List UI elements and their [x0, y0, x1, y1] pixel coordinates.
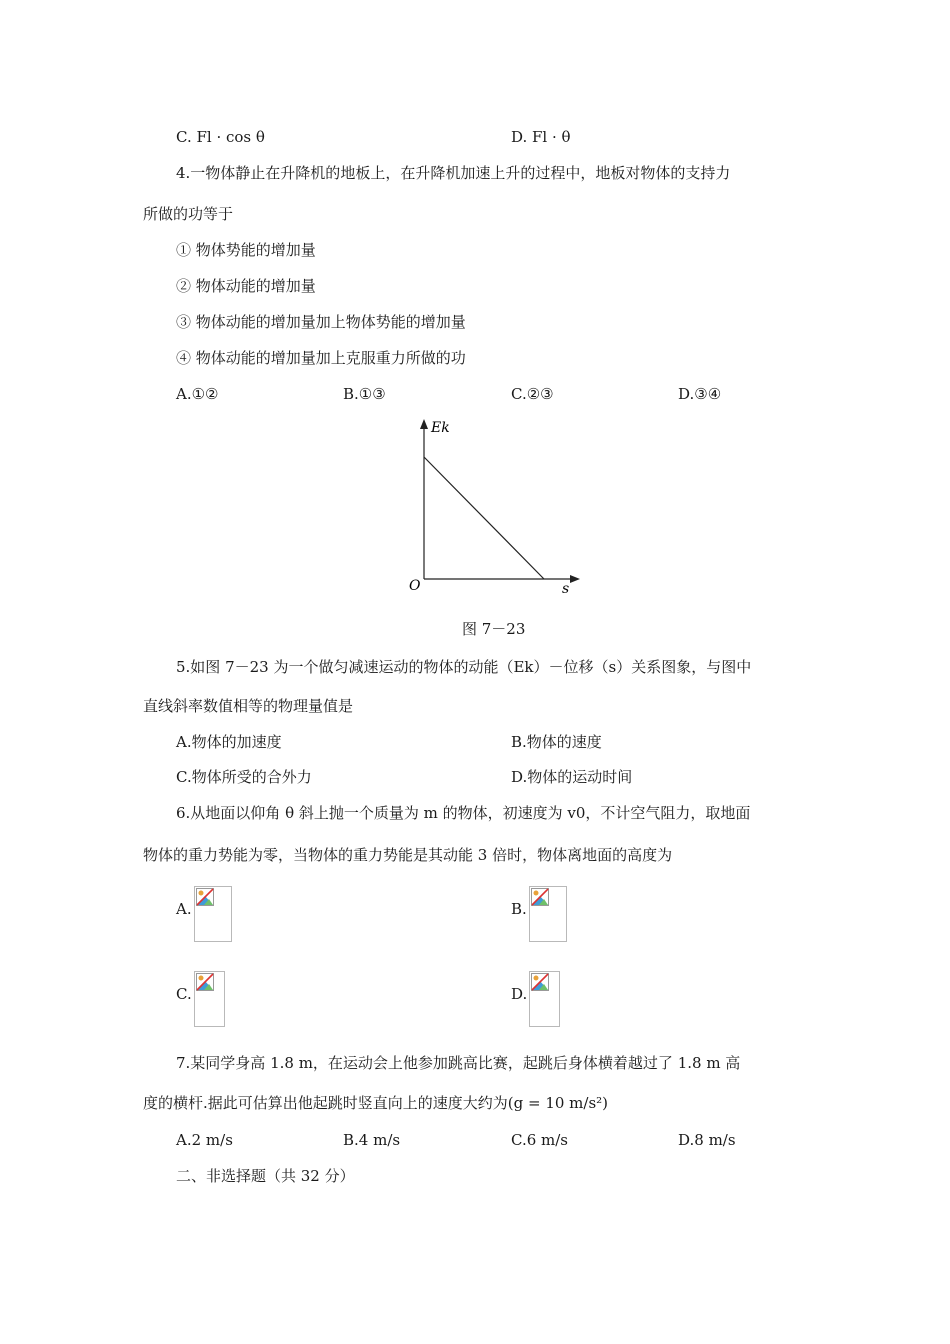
x-axis-label: s	[562, 581, 570, 597]
q6-option-a-image	[194, 886, 232, 942]
q4-option-d: D.③④	[678, 385, 722, 403]
y-axis-arrow	[420, 419, 428, 429]
q4-stem-line1: 4.一物体静止在升降机的地板上，在升降机加速上升的过程中，地板对物体的支持力	[176, 164, 731, 182]
q5-option-c: C.物体所受的合外力	[176, 768, 312, 786]
q5-option-a: A.物体的加速度	[176, 733, 282, 751]
q6-stem-line2: 物体的重力势能为零，当物体的重力势能是其动能 3 倍时，物体离地面的高度为	[143, 846, 673, 864]
series-line	[424, 457, 544, 579]
q7-stem-line1: 7.某同学身高 1.8 m，在运动会上他参加跳高比赛，起跳后身体横着越过了 1.8 m 高	[176, 1054, 741, 1072]
q4-option-a: A.①②	[176, 385, 219, 403]
broken-image-icon	[531, 973, 549, 991]
q6-option-b-image	[529, 886, 567, 942]
q4-option-b: B.①③	[343, 385, 386, 403]
broken-image-icon	[196, 973, 214, 991]
q5-option-d: D.物体的运动时间	[511, 768, 633, 786]
q4-option-c: C.②③	[511, 385, 554, 403]
broken-image-icon	[196, 888, 214, 906]
broken-image-icon	[531, 888, 549, 906]
q4-item-2: ② 物体动能的增加量	[176, 277, 316, 295]
q6-option-c-image	[194, 971, 225, 1027]
ek-s-graph	[400, 415, 590, 600]
q7-stem-line2: 度的横杆.据此可估算出他起跳时竖直向上的速度大约为(g = 10 m/s²)	[143, 1094, 609, 1112]
origin-label: O	[409, 578, 421, 594]
q6-option-a-label: A.	[176, 900, 192, 918]
q7-option-d: D.8 m/s	[678, 1131, 736, 1149]
q5-stem-line2: 直线斜率数值相等的物理量值是	[143, 697, 354, 715]
q4-item-1: ① 物体势能的增加量	[176, 241, 316, 259]
q3-option-d: D. Fl · θ	[511, 128, 571, 146]
q6-option-c-label: C.	[176, 985, 192, 1003]
q4-item-3: ③ 物体动能的增加量加上物体势能的增加量	[176, 313, 466, 331]
q6-option-b-label: B.	[511, 900, 527, 918]
q3-option-c: C. Fl · cos θ	[176, 128, 265, 146]
q4-stem-line2: 所做的功等于	[143, 205, 234, 223]
x-axis-arrow	[570, 575, 580, 583]
q6-stem-line1: 6.从地面以仰角 θ 斜上抛一个质量为 m 的物体，初速度为 v0，不计空气阻力，取地面	[176, 804, 751, 822]
q5-stem-line1: 5.如图 7－23 为一个做匀减速运动的物体的动能（Ek）－位移（s）关系图象，与图中	[176, 658, 752, 676]
section-2-heading: 二、非选择题（共 32 分）	[176, 1167, 355, 1185]
q4-item-4: ④ 物体动能的增加量加上克服重力所做的功	[176, 349, 466, 367]
q6-option-d-label: D.	[511, 985, 528, 1003]
q7-option-a: A.2 m/s	[176, 1131, 233, 1149]
q6-option-d-image	[529, 971, 560, 1027]
q5-option-b: B.物体的速度	[511, 733, 602, 751]
q7-option-c: C.6 m/s	[511, 1131, 568, 1149]
figure-caption: 图 7－23	[462, 620, 526, 638]
q7-option-b: B.4 m/s	[343, 1131, 401, 1149]
y-axis-label: Ek	[431, 420, 450, 436]
